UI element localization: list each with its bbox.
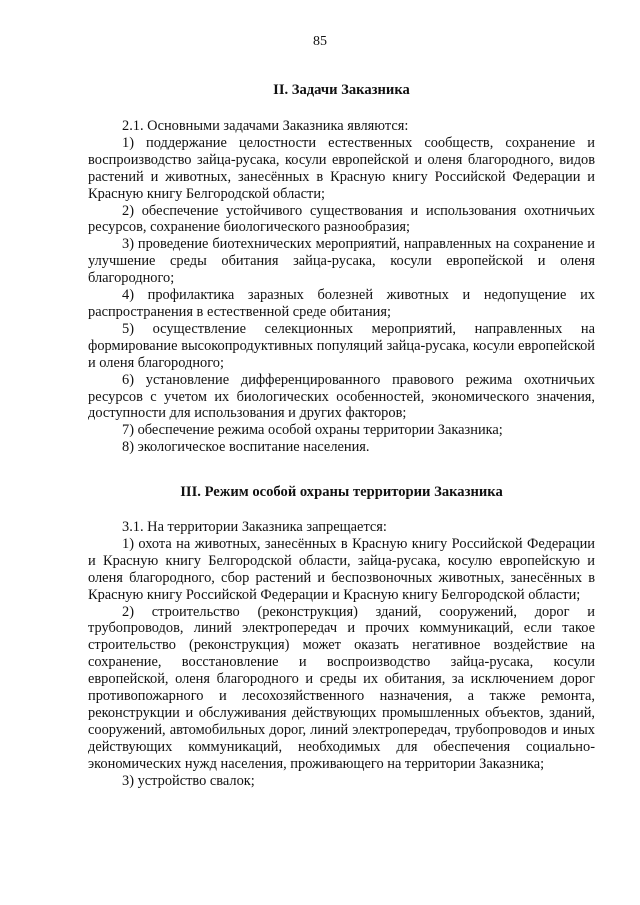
section-body-tasks xyxy=(88,118,595,456)
section-body-protection-regime xyxy=(88,519,595,790)
list-item: 3) проведение биотехнических мероприятий, направленных на сохранение и улучшение среды обитания зайца-русака, косули европейской и оленя благородного; xyxy=(88,236,595,287)
section-title-protection-regime: III. Режим особой охраны территории Заказника xyxy=(180,484,503,500)
section-intro: 3.1. На территории Заказника запрещается: xyxy=(122,519,387,535)
list-item: 1) охота на животных, занесённых в Красную книгу Российской Федерации и Красную книгу Белгородской области, зайца-русака, косулю европейскую и оленя благородного, сбор растений и беспозвоночных животных, занесённых в Красную книгу Российской Федерации и Красную книгу Белгородской области; xyxy=(88,535,595,603)
list-item: 7) обеспечение режима особой охраны территории Заказника; xyxy=(122,422,503,439)
section-title-tasks: II. Задачи Заказника xyxy=(273,82,410,98)
list-item: 4) профилактика заразных болезней животных и недопущение их распространения в естественной среде обитания; xyxy=(88,287,595,320)
list-item: 8) экологическое воспитание населения. xyxy=(122,439,370,456)
section-intro: 2.1. Основными задачами Заказника являются: xyxy=(122,118,409,134)
list-item: 5) осуществление селекционных мероприятий, направленных на формирование высокопродуктивных популяций зайца-русака, косули европейской и оленя благородного; xyxy=(88,320,595,371)
list-item: 1) поддержание целостности естественных сообществ, сохранение и воспроизводство зайца-русака, косули европейской и оленя благородного, видов растений и животных, занесённых в Красную книгу Российской Федерации и Красную книгу Белгородской области; xyxy=(88,134,595,202)
list-item: 3) устройство свалок; xyxy=(122,772,255,789)
list-item: 6) установление дифференцированного правового режима охотничьих ресурсов с учетом их биологических особенностей, экономического значения, доступности для использования и других факторов; xyxy=(88,371,595,422)
page-number: 85 xyxy=(313,34,327,49)
list-item: 2) обеспечение устойчивого существования и использования охотничьих ресурсов, сохранение биологического разнообразия; xyxy=(88,202,595,236)
list-item: 2) строительство (реконструкция) зданий, сооружений, дорог и трубопроводов, линий электропередач и прочих коммуникаций, если такое строительство (реконструкция) может оказать негативное воздействие на сохранение, восстановление и воспроизводство зайца-русака, косули европейской, оленя благородного и среды их обитания, за исключением дорог противопожарного и лесохозяйственного назначения, а также ремонта, реконструкции и обслуживания действующих промышленных объектов, зданий, сооружений, автомобильных дорог, линий электропередач, трубопроводов и иных действующих коммуникаций, необходимых для обеспечения социально-экономических нужд населения, проживающего на территории Заказника; xyxy=(88,603,595,772)
